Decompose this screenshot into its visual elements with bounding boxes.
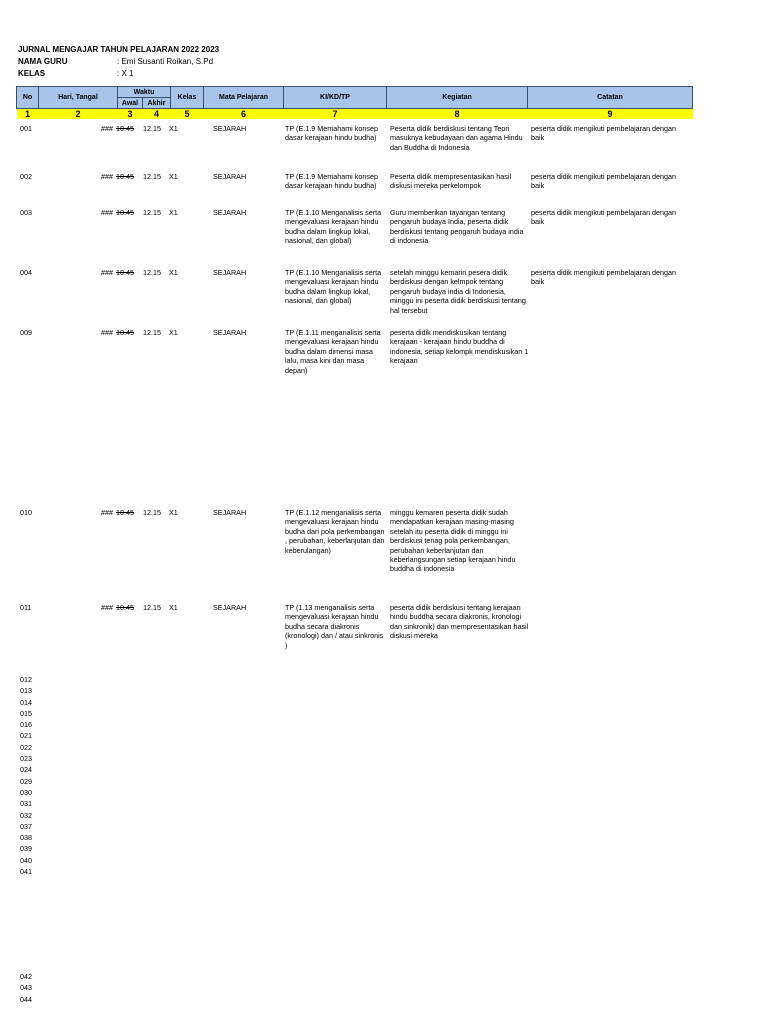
empty-rows-block-a: [20, 674, 32, 877]
row-no: 011: [20, 603, 32, 612]
row-start-time: 10.45: [116, 268, 134, 277]
row-ki-kd-tp: TP (E.1.10 Menganalisis serta mengevaluasi kerajaan hindu budha dalam lingkup lokal, nasional, dan global): [285, 208, 382, 246]
empty-row-no: 041: [20, 867, 32, 877]
empty-row-no: 023: [20, 754, 32, 764]
column-number: 1: [17, 109, 39, 120]
row-start-time: 10.45: [116, 328, 134, 337]
row-subject: SEJARAH: [213, 268, 247, 277]
row-ki-kd-tp: TP (E.1.10 Menganalisis serta mengevaluasi kerajaan hindu budha dalam lingkup lokal, nasional, dan global): [285, 268, 382, 306]
row-notes: peserta didik mengikuti pembelajaran dengan baik: [531, 172, 677, 191]
column-number: 4: [143, 109, 171, 120]
row-class: X1: [169, 603, 178, 612]
col-header-activity: Kegiatan: [387, 87, 528, 109]
row-activity: Peserta didik mempresentasikan hasil diskusi mereka perkelompok: [390, 172, 512, 191]
row-class: X1: [169, 268, 178, 277]
row-class: X1: [169, 124, 178, 133]
empty-row-no: 013: [20, 686, 32, 696]
row-ki-kd-tp: TP (E.1.9 Memahami konsep dasar kerajaan hindu budha): [285, 124, 378, 143]
row-notes: peserta didik mengikuti pembelajaran dengan baik: [531, 268, 677, 287]
row-class: X1: [169, 172, 178, 181]
row-subject: SEJARAH: [213, 328, 247, 337]
col-header-time: Waktu: [118, 87, 171, 98]
row-no: 010: [20, 508, 32, 517]
row-start-time: 10.45: [116, 508, 134, 517]
row-no: 009: [20, 328, 32, 337]
col-header-start: Awal: [118, 98, 143, 109]
col-header-ki: KI/KD/TP: [284, 87, 387, 109]
row-date: ###: [101, 268, 113, 277]
row-date: ###: [101, 328, 113, 337]
row-end-time: 12.15: [143, 508, 161, 517]
empty-row-no: 014: [20, 697, 32, 707]
col-header-end: Akhir: [143, 98, 171, 109]
row-activity: Peserta didik berdiskusi tentang Teori masuknya kebudayaan dan agama Hindu dan Buddha di Indonesia: [390, 124, 523, 152]
row-subject: SEJARAH: [213, 508, 247, 517]
empty-row-no: 038: [20, 833, 32, 843]
column-number-row: [17, 109, 693, 120]
row-activity: peserta didik berdiskusi tentang kerajaan hindu buddha secara diakronis, kronologi dan sinkronik) dan mempresentasikan hasil diskusi mereka: [390, 603, 529, 641]
column-number: 7: [284, 109, 387, 120]
row-start-time: 10.45: [116, 208, 134, 217]
row-activity: minggu kemaren peserta didik sudah mendapatkan kerajaan masing-masing setelah itu peserta didik di minggu ini berdiskusi tenag pola perkembangan, perubahan keberlanjutan dan keberlangsungan setiap kerajaan hindu buddha di indonesia: [390, 508, 516, 574]
row-end-time: 12.15: [143, 172, 161, 181]
empty-row-no: 031: [20, 799, 32, 809]
row-subject: SEJARAH: [213, 172, 247, 181]
row-notes: peserta didik mengikuti pembelajaran dengan baik: [531, 208, 677, 227]
column-number: 3: [118, 109, 143, 120]
row-end-time: 12.15: [143, 208, 161, 217]
row-class: X1: [169, 208, 178, 217]
row-class: X1: [169, 508, 178, 517]
column-number: 9: [528, 109, 693, 120]
row-end-time: 12.15: [143, 328, 161, 337]
empty-row-no: 039: [20, 844, 32, 854]
class-label: KELAS: [18, 69, 46, 78]
journal-table-header: [16, 86, 693, 119]
row-end-time: 12.15: [143, 268, 161, 277]
column-number: 6: [204, 109, 284, 120]
row-start-time: 10.45: [116, 603, 134, 612]
row-date: ###: [101, 603, 113, 612]
row-start-time: 10.45: [116, 172, 134, 181]
row-date: ###: [101, 172, 113, 181]
row-class: X1: [169, 328, 178, 337]
empty-row-no: 040: [20, 855, 32, 865]
empty-row-no: 030: [20, 787, 32, 797]
row-subject: SEJARAH: [213, 124, 247, 133]
row-date: ###: [101, 124, 113, 133]
column-number: 2: [39, 109, 118, 120]
row-subject: SEJARAH: [213, 208, 247, 217]
col-header-subject: Mata Pelajaran: [204, 87, 284, 109]
empty-row-no: 016: [20, 720, 32, 730]
row-ki-kd-tp: TP (E.1.11 menganalisis serta mengevaluasi kerajaan hindu budha dalam dimensi masa lalu, masa kini dan masa depan): [285, 328, 381, 375]
column-number: 8: [387, 109, 528, 120]
teacher-label: NAMA GURU: [18, 57, 68, 66]
row-ki-kd-tp: TP (1.13 menganalisis serta mengevaluasi kerajaan hindu budha secara diakronis (kronologi) dan / atau sinkronis ): [285, 603, 384, 650]
class-value: : X 1: [117, 69, 134, 78]
row-subject: SEJARAH: [213, 603, 247, 612]
row-date: ###: [101, 508, 113, 517]
empty-row-no: 012: [20, 675, 32, 684]
empty-rows-block-b: [20, 971, 32, 1005]
col-header-no: No: [17, 87, 39, 109]
empty-row-no: 029: [20, 776, 32, 786]
row-ki-kd-tp: TP (E.1.12 menganalisis serta mengevaluasi kerajaan hindu budha dari pola perkembangan , perubahan, keberlanjutan dan keberulangan): [285, 508, 385, 555]
col-header-class: Kelas: [171, 87, 204, 109]
empty-row-no: 015: [20, 708, 32, 718]
empty-row-no: 022: [20, 742, 32, 752]
empty-row-no: 037: [20, 821, 32, 831]
empty-row-no: 043: [20, 983, 32, 993]
empty-row-no: 044: [20, 994, 32, 1004]
row-activity: Guru memberikan tayangan tentang pengaruh budaya India, peserta didik berdiskusi tentang pengaruh budaya india di indonesia: [390, 208, 524, 246]
row-end-time: 12.15: [143, 603, 161, 612]
row-start-time: 10.45: [116, 124, 134, 133]
row-end-time: 12.15: [143, 124, 161, 133]
empty-row-no: 021: [20, 731, 32, 741]
row-date: ###: [101, 208, 113, 217]
row-activity: setelah minggu kemarin pesera didik berdiskusi dengan kelmpok tentang pengaruh budaya india di Indonesia, minggu ini peserta didik berdiskusi tentang hal tersebut: [390, 268, 526, 315]
row-no: 004: [20, 268, 32, 277]
journal-title: JURNAL MENGAJAR TAHUN PELAJARAN 2022 2023: [18, 45, 220, 54]
empty-row-no: 042: [20, 972, 32, 981]
row-ki-kd-tp: TP (E.1.9 Memahami konsep dasar kerajaan hindu budha): [285, 172, 378, 191]
row-notes: peserta didik mengikuti pembelajaran dengan baik: [531, 124, 677, 143]
empty-row-no: 024: [20, 765, 32, 775]
row-no: 002: [20, 172, 32, 181]
column-number: 5: [171, 109, 204, 120]
row-no: 001: [20, 124, 32, 133]
teacher-value: : Emi Susanti Roikan, S.Pd: [117, 57, 214, 66]
row-no: 003: [20, 208, 32, 217]
empty-row-no: 032: [20, 810, 32, 820]
col-header-date: Hari, Tangal: [39, 87, 118, 109]
row-activity: peserta didik mendiskusikan tentang kerajaan - kerajaan hindu buddha di indonesia, setiap kelompk mendiskusikan 1 kerajaan: [390, 328, 529, 366]
col-header-notes: Catatan: [528, 87, 693, 109]
